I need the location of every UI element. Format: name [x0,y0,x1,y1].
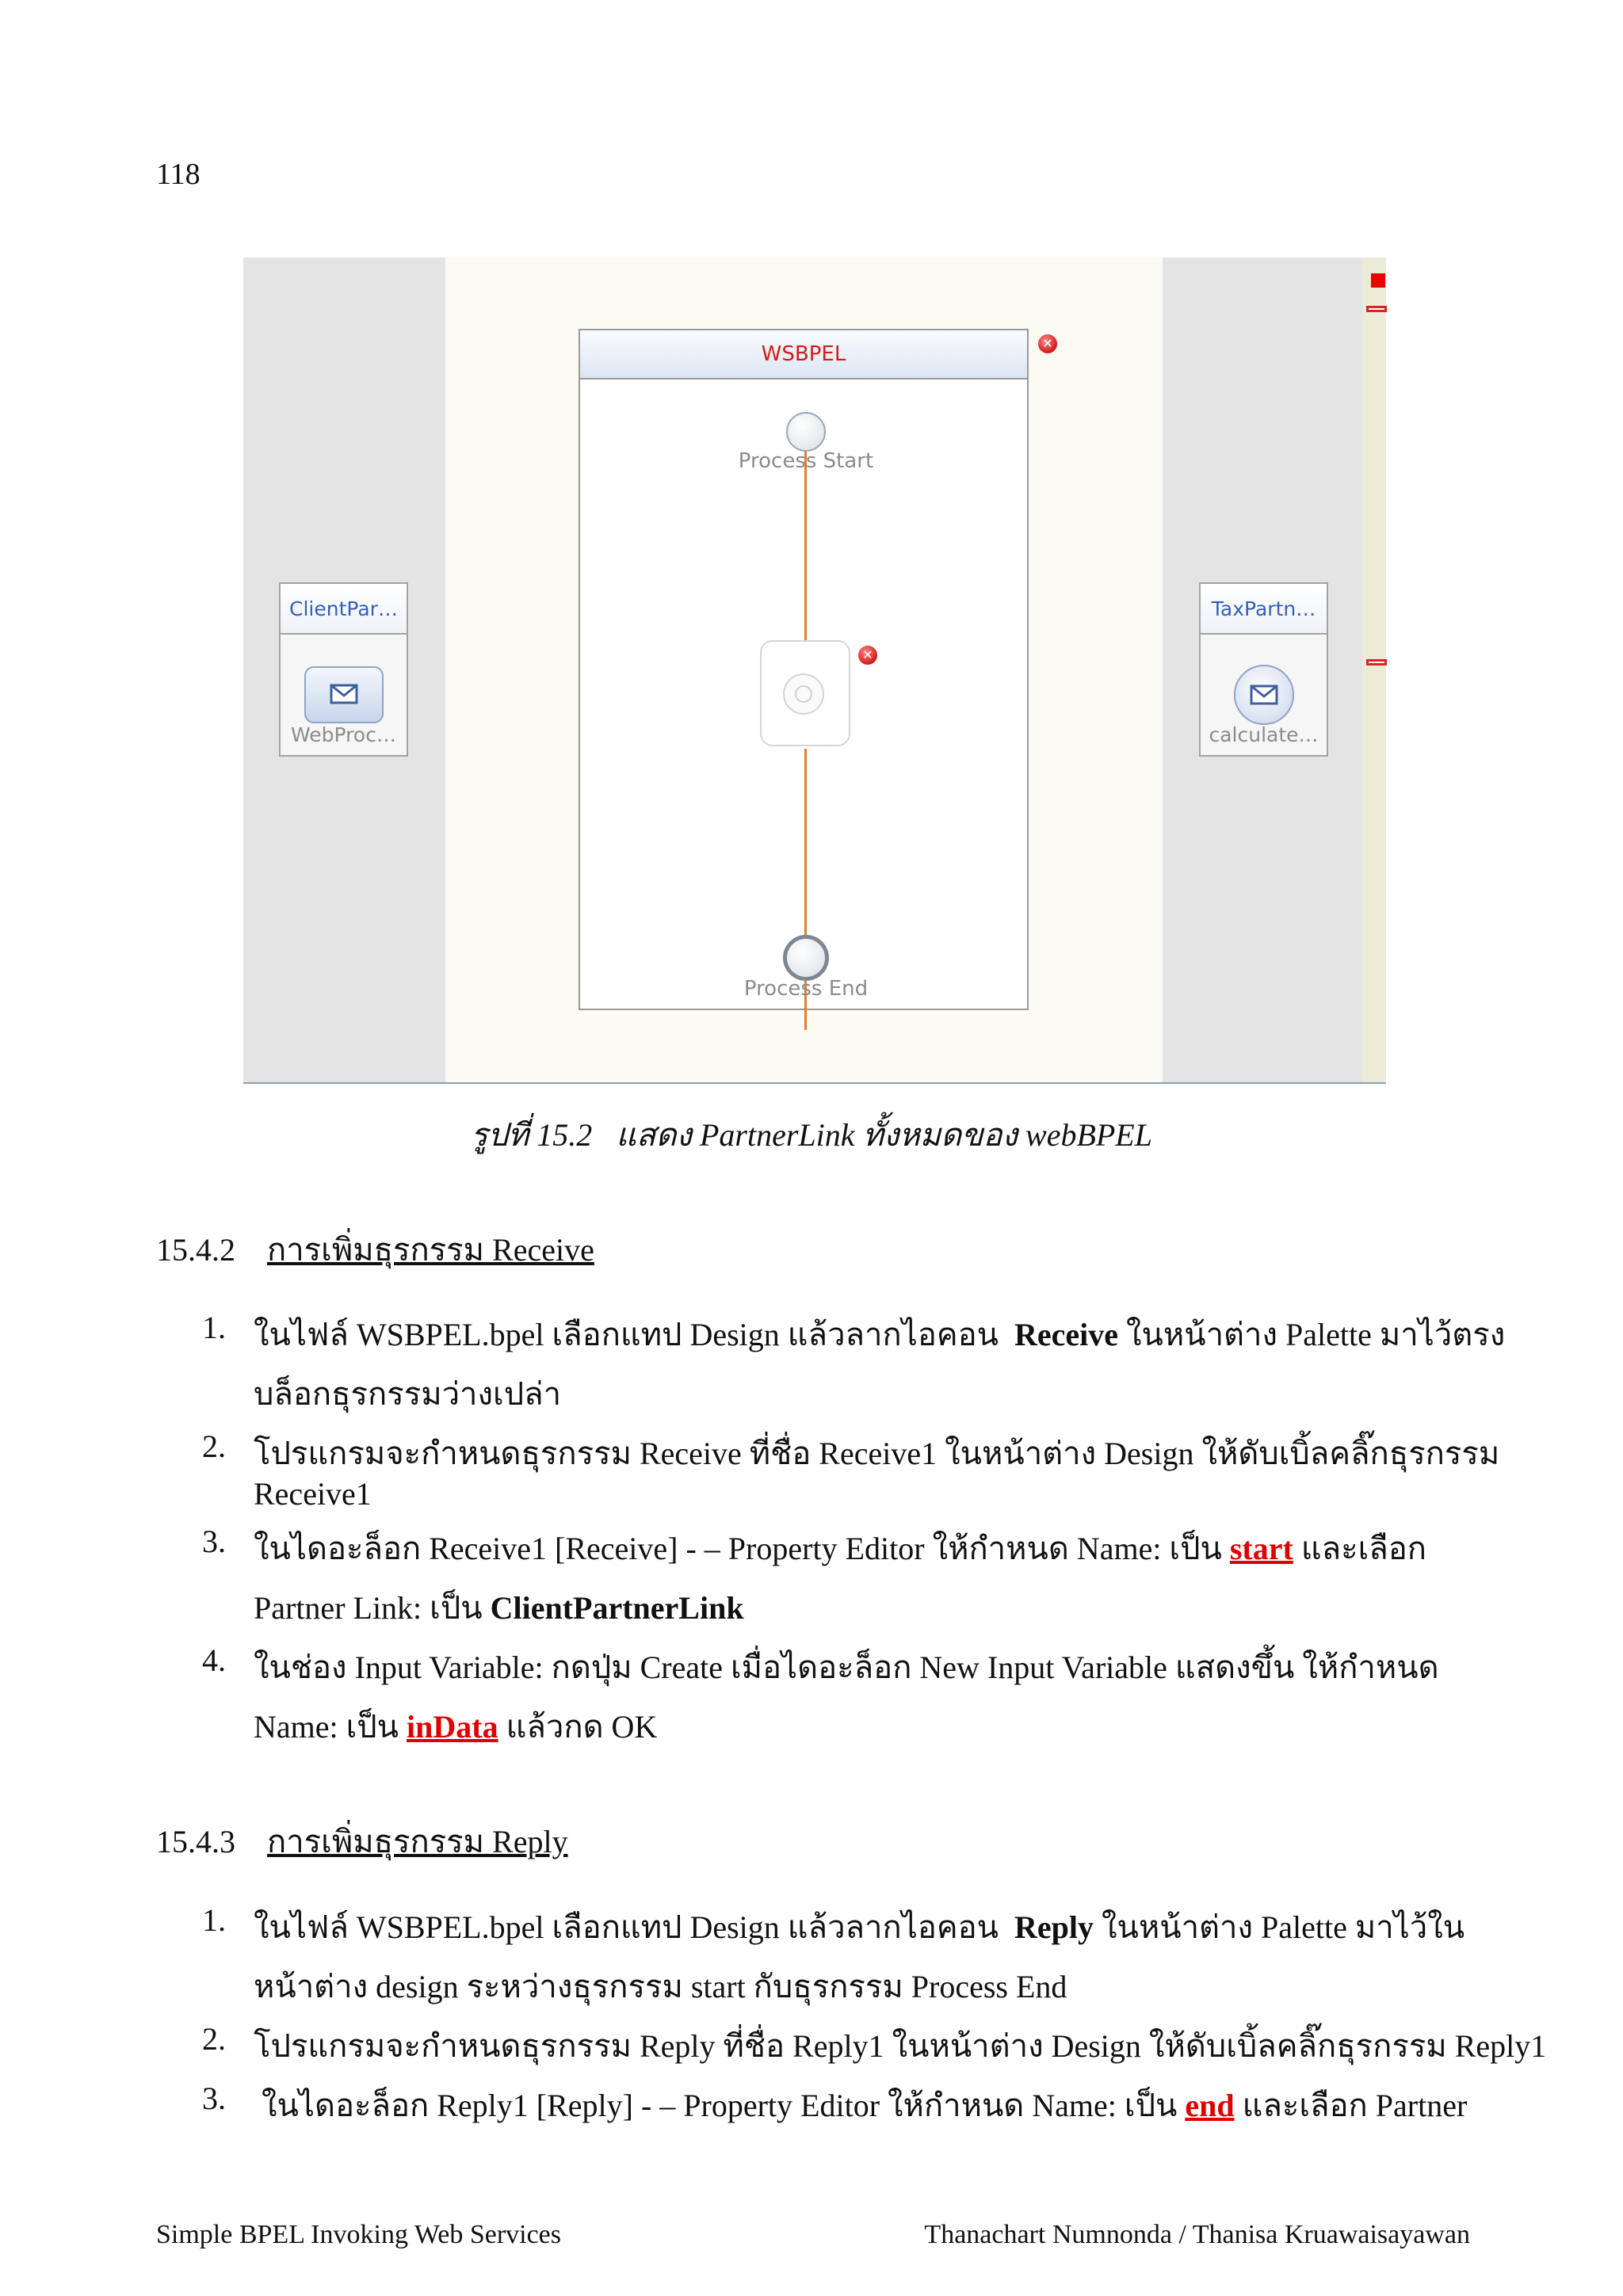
list-item-continuation: หน้าต่าง design ระหว่างธุรกรรม start กับธุรกรรม Process End [254,1969,1067,2004]
partner-operation: calculate… [1209,723,1319,746]
emphasis: Receive [1014,1317,1118,1352]
empty-activity-icon [783,673,824,715]
emphasis: Reply [1014,1909,1094,1945]
process-start-node[interactable] [786,412,826,452]
bpel-design-figure [243,257,1386,1084]
error-marker[interactable] [1366,659,1387,666]
section-title: การเพิ่มธุรกรรม Receive [267,1232,594,1268]
item-number: 3. [202,1524,226,1559]
envelope-icon[interactable] [1234,665,1294,725]
figure-caption [0,1109,1623,1160]
envelope-icon-glyph [1235,666,1293,723]
caption-text: แสดง PartnerLink ทั้งหมดของ webBPEL [616,1117,1152,1153]
section-number: 15.4.2 [156,1232,235,1268]
item-text: ในไฟล์ WSBPEL.bpel เลือกแทป Design แล้วลากไอคอน Receive ในหน้าต่าง Palette มาไว้ตรง [254,1317,1506,1352]
tax-partner-link[interactable] [1199,582,1328,757]
figure-bottom-border [243,1082,1386,1084]
item-number: 1. [202,1902,226,1938]
item-number: 1. [202,1310,226,1345]
item-text: ในช่อง Input Variable: กดปุ่ม Create เมื่อไดอะล็อก New Input Variable แสดงขึ้น ให้กำหนด [254,1650,1439,1685]
section-heading-receive [156,1224,594,1275]
error-marker[interactable] [1366,306,1387,312]
process-title-text: WSBPEL [761,342,846,366]
item-text: โปรแกรมจะกำหนดธุรกรรม Receive ที่ชื่อ Receive1 ในหน้าต่าง Design ให้ดับเบิ้ลคลิ๊กธุรกรรม [254,1436,1500,1471]
footer-right: Thanachart Numnonda / Thanisa Kruawaisayawan [924,2220,1470,2249]
section-title: การเพิ่มธุรกรรม Reply [267,1824,568,1859]
envelope-icon[interactable] [304,666,384,723]
process-title[interactable] [580,330,1027,379]
item-number: 2. [202,2021,226,2057]
item-text: ในไฟล์ WSBPEL.bpel เลือกแทป Design แล้วลากไอคอน Reply ในหน้าต่าง Palette มาไว้ใน [254,1909,1465,1945]
item-number: 3. [202,2081,226,2116]
caption-prefix: รูปที่ 15.2 [471,1117,593,1153]
partner-operation: WebProc… [291,723,396,746]
page-number: 118 [156,158,200,191]
item-number: 2. [202,1428,226,1464]
error-icon[interactable]: ✕ [1038,334,1057,353]
highlighted-value: inData [407,1709,498,1745]
item-text: โปรแกรมจะกำหนดธุรกรรม Reply ที่ชื่อ Reply1 ในหน้าต่าง Design ให้ดับเบิ้ลคลิ๊กธุรกรรม Reply1 [254,2028,1547,2064]
envelope-icon-glyph [306,668,382,722]
item-number: 4. [202,1642,226,1678]
highlighted-value: end [1185,2088,1235,2123]
process-end-label: Process End [743,977,869,1001]
section-heading-reply [156,1816,568,1867]
navigator-strip[interactable] [1362,257,1386,1084]
empty-activity-icon-core [795,685,812,703]
footer-left: Simple BPEL Invoking Web Services [156,2220,561,2249]
error-marker[interactable] [1371,273,1385,288]
emphasis: ClientPartnerLink [490,1590,744,1626]
process-end-node[interactable] [783,935,829,981]
partner-title: ClientPar… [281,584,407,635]
item-text: ในไดอะล็อก Reply1 [Reply] - – Property Editor ให้กำหนด Name: เป็น end และเลือก Partner [262,2088,1468,2123]
list-item-continuation: Partner Link: เป็น ClientPartnerLink [254,1590,744,1626]
client-partner-link[interactable] [279,582,408,757]
list-item-continuation: Receive1 [254,1476,372,1512]
list-item-continuation: บล็อกธุรกรรมว่างเปล่า [254,1376,562,1412]
section-number: 15.4.3 [156,1824,235,1859]
error-icon[interactable]: ✕ [858,646,877,665]
empty-activity-block[interactable] [760,640,850,746]
item-text: ในไดอะล็อก Receive1 [Receive] - – Property Editor ให้กำหนด Name: เป็น start และเลือก [254,1531,1427,1566]
list-item-continuation: Name: เป็น inData แล้วกด OK [254,1709,658,1745]
highlighted-value: start [1229,1531,1293,1566]
process-start-label: Process Start [738,449,874,473]
partner-title: TaxPartn… [1201,584,1327,635]
